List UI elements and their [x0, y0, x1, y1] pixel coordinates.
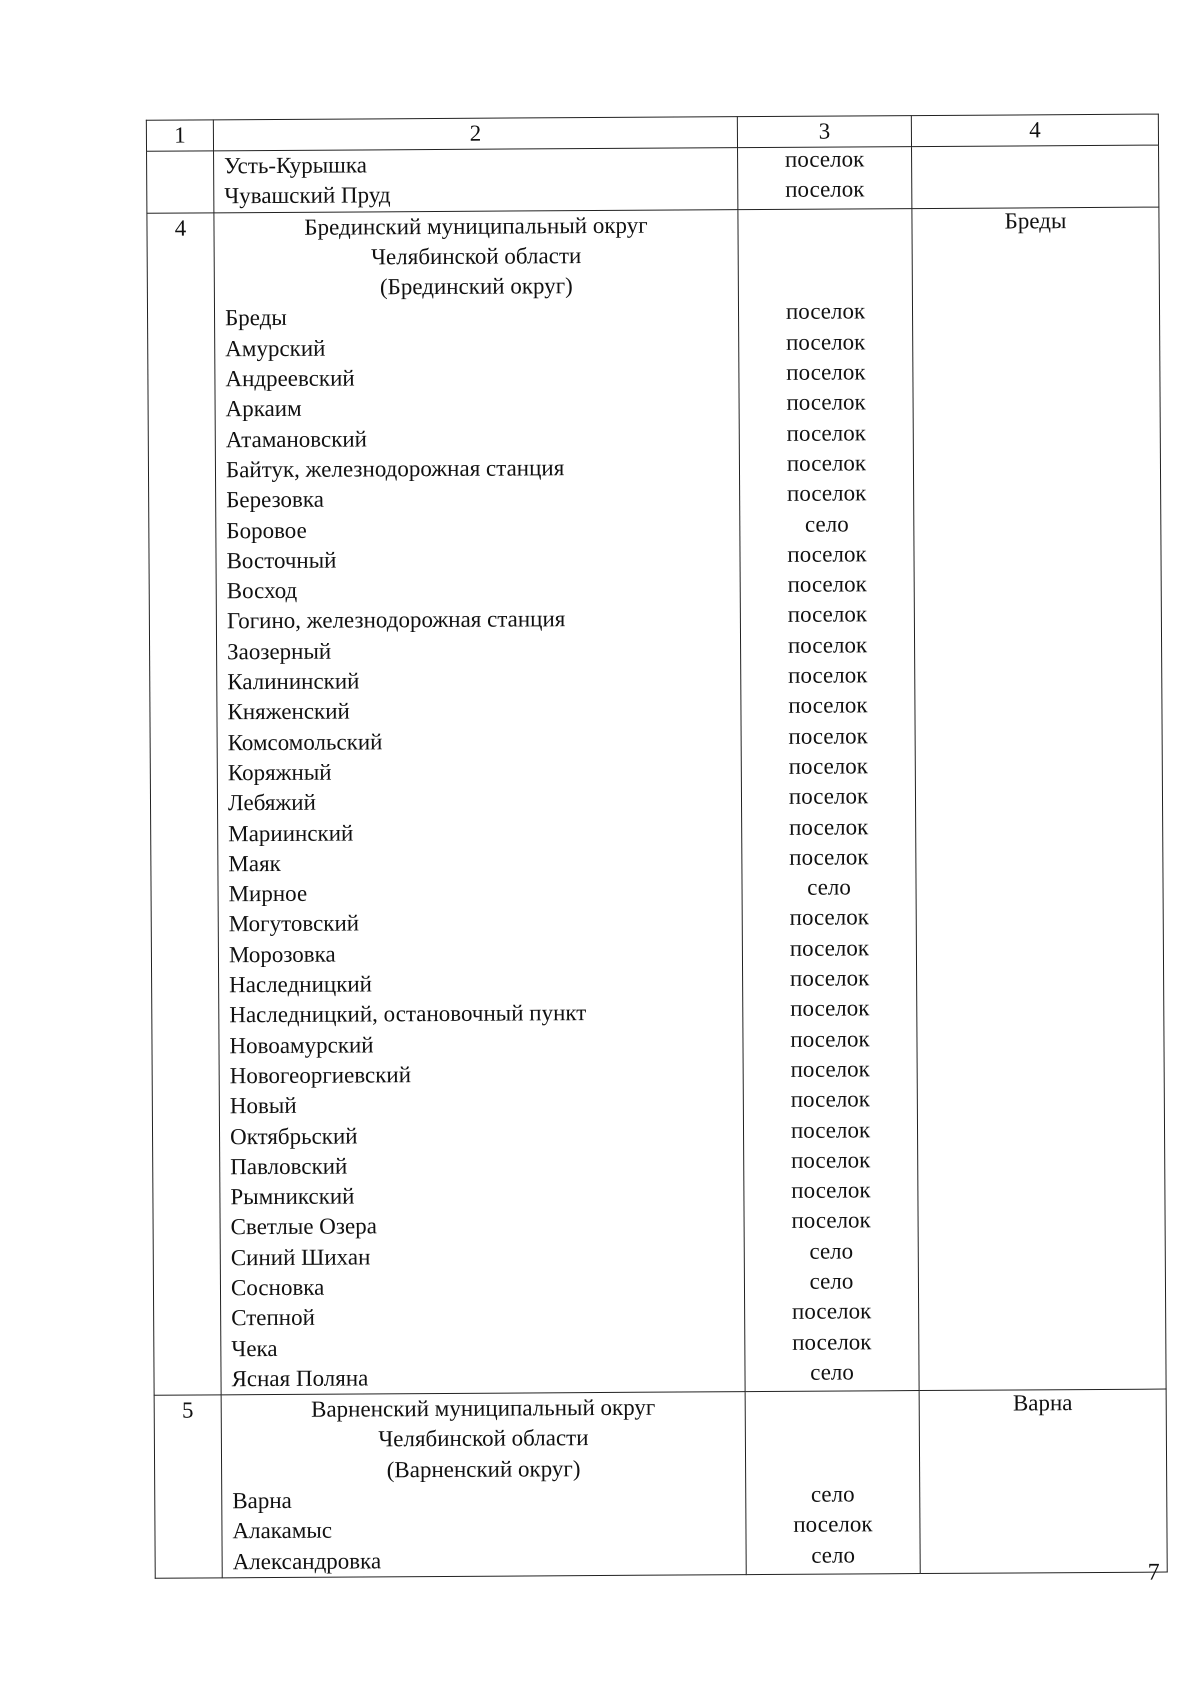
settlement-type: поселок: [785, 176, 865, 203]
settlement-type: поселок: [791, 1147, 871, 1173]
header-col-1: 1: [146, 120, 213, 151]
settlement-name: Комсомольский: [227, 728, 383, 755]
settlement-name: Синий Шихан: [230, 1244, 371, 1270]
settlement-name: Светлые Озера: [230, 1213, 377, 1240]
settlement-types-cell: [738, 208, 919, 1392]
section-row: [147, 207, 1166, 1396]
settlement-name: Александровка: [232, 1548, 382, 1574]
settlement-type: поселок: [789, 844, 869, 870]
settlement-name: Маяк: [228, 850, 281, 877]
header-col-4: 4: [911, 114, 1158, 147]
settlement-names-cell: [214, 148, 738, 213]
settlement-type: поселок: [792, 1328, 872, 1355]
settlement-name: Степной: [231, 1305, 315, 1331]
settlement-name: Морозовка: [228, 941, 336, 967]
settlement-name: Лебяжий: [227, 789, 316, 816]
settlement-name: Андреевский: [225, 365, 355, 392]
settlement-name: Новоамурский: [229, 1031, 374, 1058]
district-title-line: Челябинской области: [370, 242, 582, 270]
settlement-type: поселок: [787, 601, 868, 628]
settlement-type: село: [811, 1542, 856, 1568]
spacer: [739, 269, 912, 300]
settlement-type: село: [804, 511, 849, 537]
spacer: [746, 1391, 919, 1422]
settlement-name: Восточный: [226, 547, 337, 574]
settlement-type: поселок: [786, 420, 866, 446]
settlement-type: село: [809, 1238, 854, 1264]
settlement-type: поселок: [789, 904, 869, 931]
settlement-type: поселок: [790, 1116, 871, 1143]
header-col-2: 2: [213, 117, 737, 151]
settlement-name: Рымникский: [230, 1183, 355, 1210]
settlement-type: поселок: [788, 783, 869, 810]
settlement-name: Княженский: [227, 698, 350, 725]
settlement-names-cell: [214, 209, 745, 1395]
settlement-name: Байтук, железнодорожная станция: [225, 455, 565, 483]
section-number: 4: [147, 212, 221, 1395]
settlement-name: Амурский: [225, 335, 326, 362]
settlement-type: поселок: [788, 723, 868, 749]
settlement-name: Аркаим: [225, 396, 302, 422]
admin-center: Бреды: [912, 207, 1166, 1391]
settlements-table: [146, 114, 1168, 1579]
settlement-type: поселок: [788, 813, 869, 840]
settlement-type: поселок: [785, 298, 866, 325]
settlement-type: поселок: [787, 571, 867, 598]
settlement-name: Боровое: [226, 517, 307, 543]
settlement-type: поселок: [784, 146, 865, 172]
spacer: [746, 1452, 919, 1483]
spacer: [738, 209, 911, 240]
settlement-name: Ясная Поляна: [231, 1365, 369, 1392]
settlement-name: Восход: [226, 578, 298, 604]
settlement-name: Наследницкий, остановочный пункт: [229, 1000, 587, 1028]
settlement-type: поселок: [790, 1025, 870, 1052]
settlement-type: поселок: [790, 995, 870, 1022]
settlement-name: Атамановский: [225, 426, 368, 452]
settlement-type: село: [810, 1359, 854, 1385]
settlement-name: Заозерный: [227, 638, 332, 665]
settlement-name: Наследницкий: [229, 971, 373, 998]
district-title-line: (Варненский округ): [386, 1455, 581, 1483]
settlement-types-cell: [745, 1391, 920, 1575]
settlement-type: поселок: [786, 329, 866, 355]
settlement-type: поселок: [791, 1298, 872, 1325]
settlement-name: Сосновка: [230, 1274, 325, 1301]
settlement-name: Чувашский Пруд: [224, 182, 391, 209]
section-row: [147, 145, 1159, 213]
settlement-types-cell: [738, 147, 912, 210]
settlement-name: Гогино, железнодорожная станция: [226, 606, 566, 634]
settlement-type: поселок: [786, 389, 866, 416]
settlement-type: поселок: [790, 1056, 870, 1082]
section-number: [147, 151, 214, 213]
settlement-type: поселок: [788, 692, 868, 719]
settlement-type: поселок: [786, 359, 866, 385]
settlement-name: Чека: [231, 1335, 278, 1361]
settlement-type: поселок: [789, 935, 870, 961]
admin-center: [912, 145, 1159, 208]
settlement-type: поселок: [787, 632, 868, 658]
settlement-name: Усть-Курышка: [224, 152, 367, 179]
settlement-names-cell: [221, 1392, 746, 1578]
settlement-type: поселок: [787, 541, 867, 567]
spacer: [739, 239, 912, 270]
settlement-name: Новогеоргиевский: [229, 1062, 412, 1089]
settlement-type: село: [810, 1481, 855, 1507]
district-title-line: Брединский муниципальный округ: [304, 212, 648, 240]
section-row: [154, 1389, 1167, 1578]
settlement-name: Коряжный: [227, 759, 332, 786]
settlement-type: поселок: [786, 450, 867, 476]
settlement-type: поселок: [788, 662, 868, 688]
district-title-line: Варненский муниципальный округ: [311, 1394, 656, 1422]
settlement-type: поселок: [791, 1207, 871, 1234]
settlement-name: Бреды: [224, 305, 287, 331]
section-number: 5: [154, 1395, 222, 1578]
settlement-name: Мариинский: [228, 820, 354, 846]
settlement-name: Варна: [232, 1487, 292, 1514]
settlement-type: село: [807, 874, 851, 900]
settlement-name: Березовка: [226, 486, 324, 513]
settlement-type: поселок: [790, 1086, 871, 1113]
district-title-line: (Брединский округ): [379, 273, 573, 300]
settlement-type: поселок: [788, 753, 868, 779]
district-title-line: Челябинской области: [378, 1425, 589, 1452]
settlement-name: Калининский: [227, 668, 360, 695]
settlement-name: Мирное: [228, 880, 308, 907]
settlement-type: поселок: [793, 1511, 873, 1538]
settlement-name: Павловский: [230, 1153, 348, 1180]
admin-center: Варна: [919, 1389, 1167, 1573]
settlement-type: поселок: [791, 1177, 871, 1203]
settlement-type: поселок: [786, 480, 867, 507]
header-col-3: 3: [737, 116, 911, 148]
settlement-type: село: [809, 1268, 854, 1294]
spacer: [746, 1422, 919, 1453]
settlement-type: поселок: [789, 965, 870, 991]
settlement-name: Новый: [229, 1093, 297, 1119]
settlement-name: Могутовский: [228, 910, 360, 937]
page-number: 7: [1147, 1559, 1160, 1586]
settlement-name: Алакамыс: [232, 1518, 333, 1544]
settlement-name: Октябрьский: [229, 1122, 358, 1149]
